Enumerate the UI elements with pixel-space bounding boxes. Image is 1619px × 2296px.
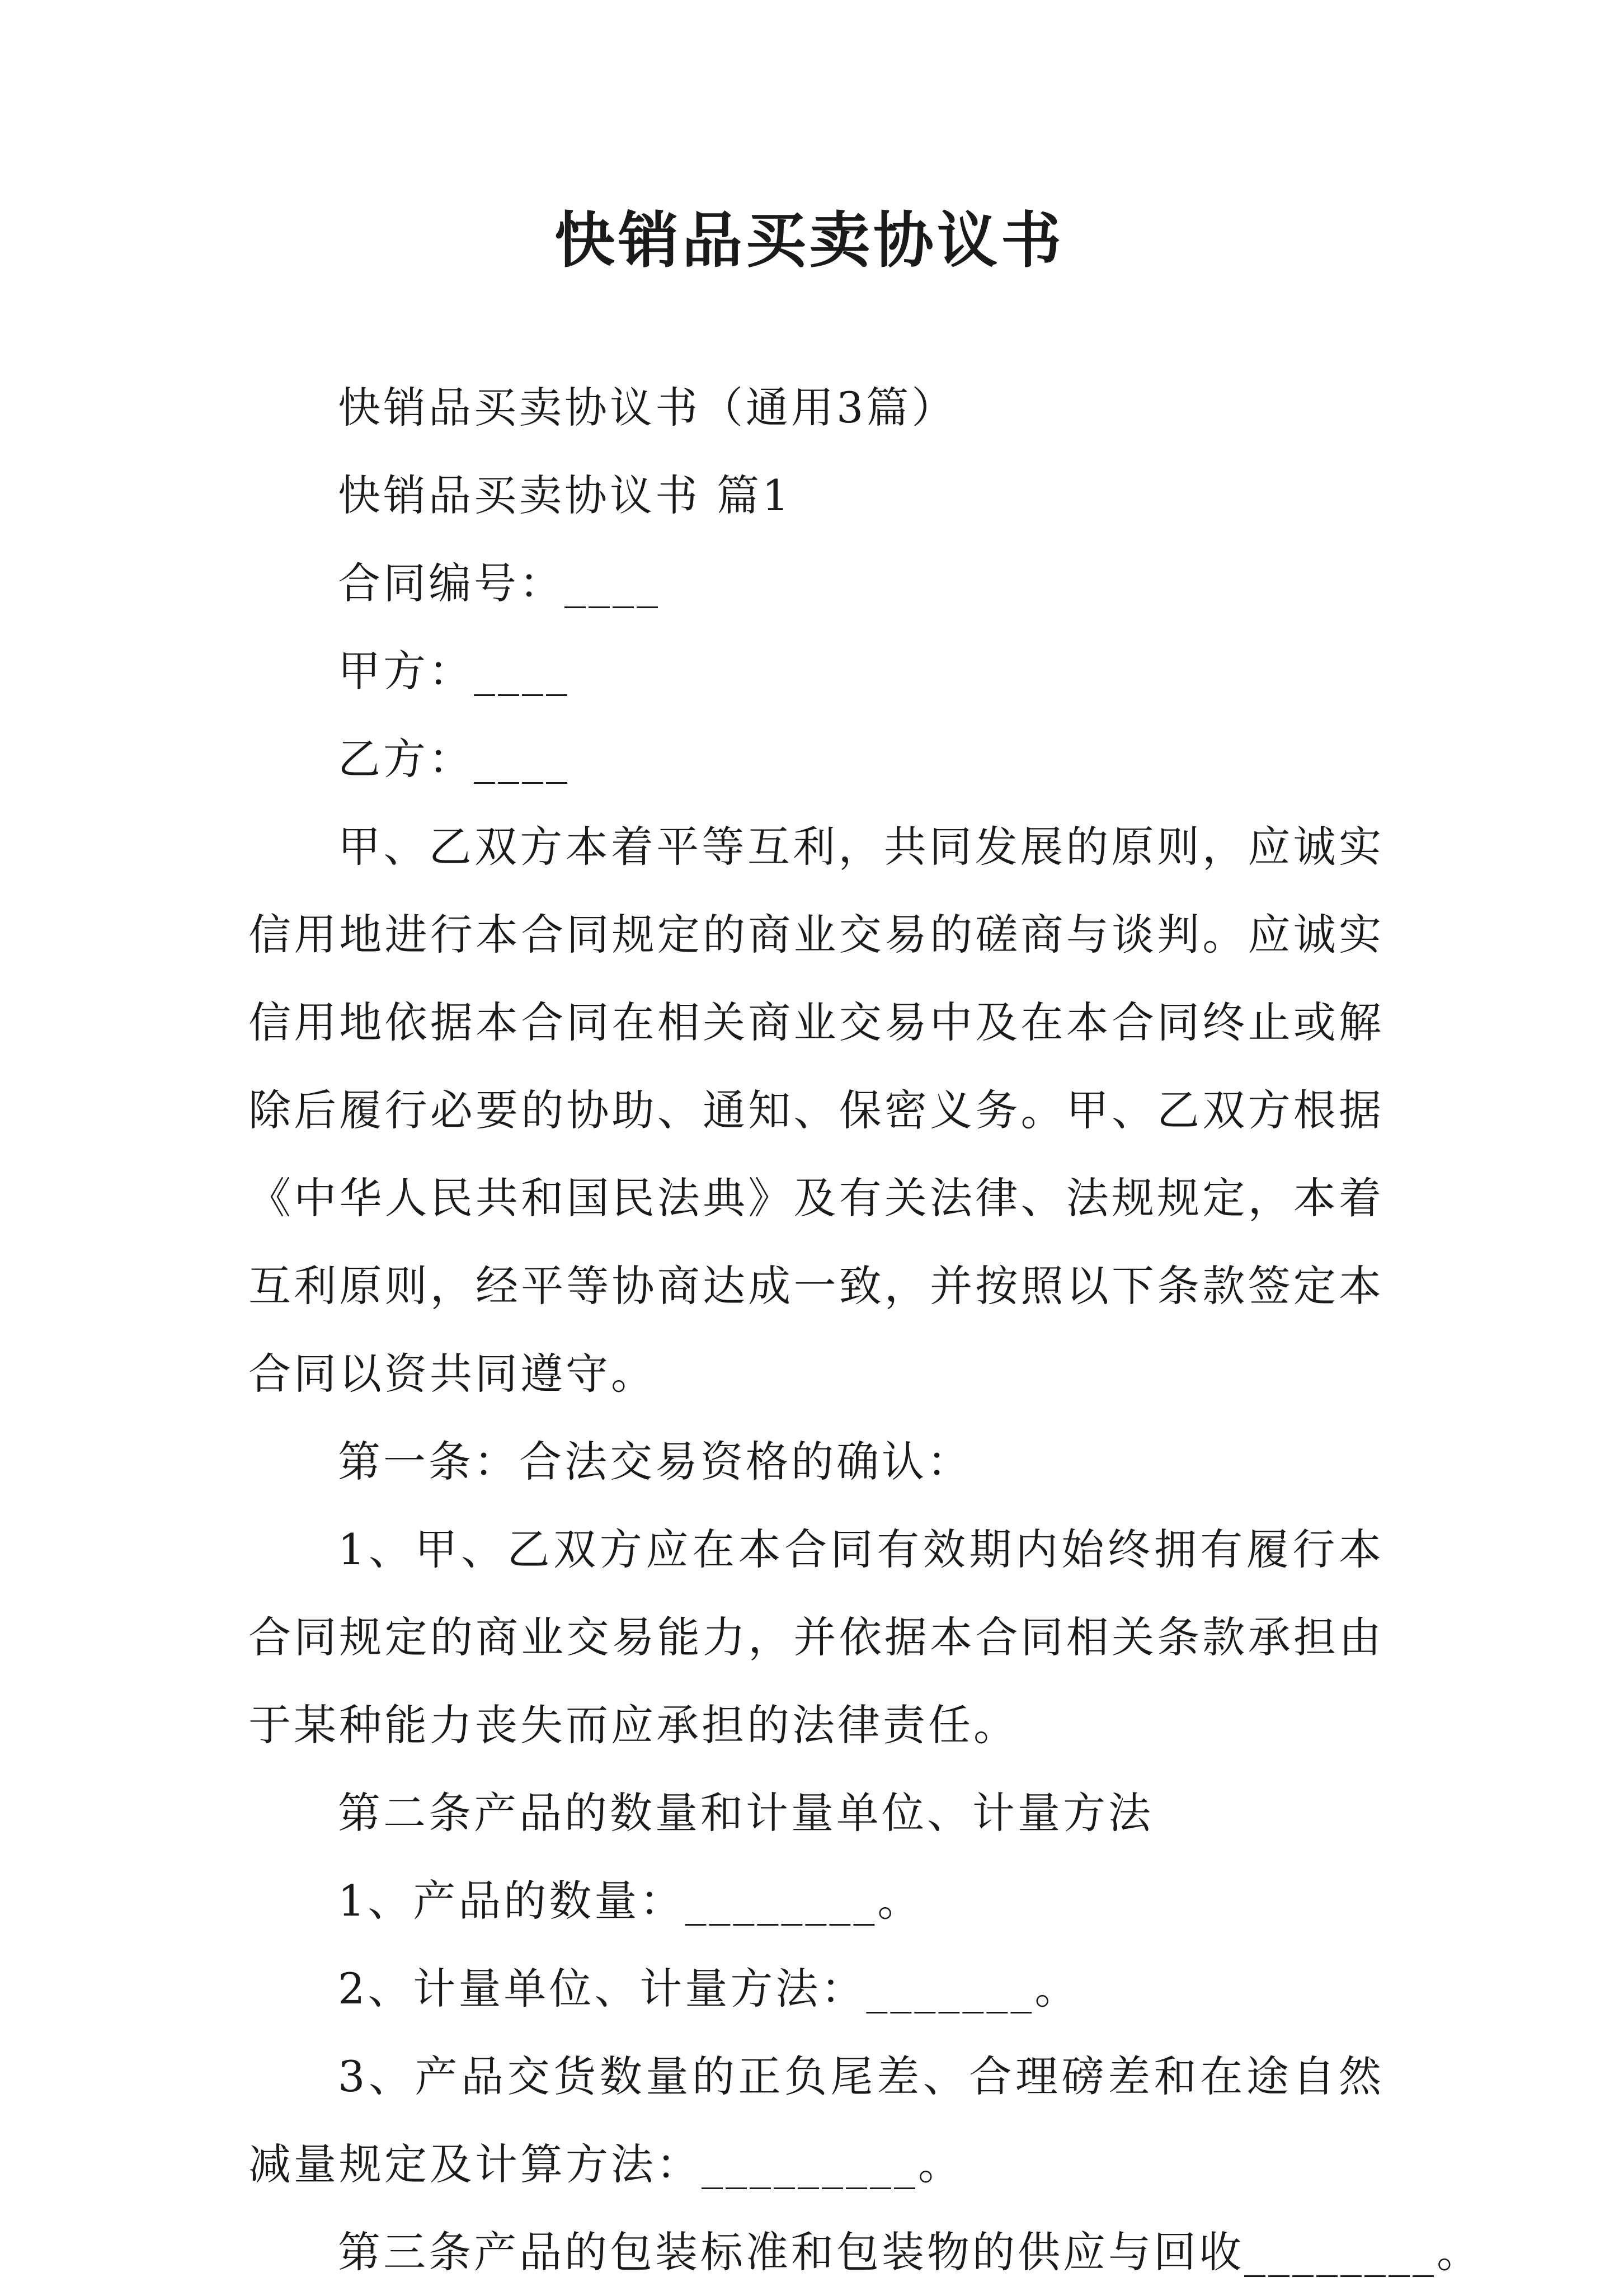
document-title: 快销品买卖协议书 <box>554 205 1065 276</box>
paragraph-party-a: 甲方：____ <box>338 646 570 696</box>
document-body <box>248 364 1482 2296</box>
paragraph-article-2-item-2: 2、计量单位、计量方法：_______。 <box>338 1964 1080 2013</box>
paragraph-article-2-item-3: 3、产品交货数量的正负尾差、合理磅差和在途自然减量规定及计算方法：_________。 <box>248 2052 1384 2189</box>
paragraph-article-2-heading: 第二条产品的数量和计量单位、计量方法 <box>338 1788 1154 1838</box>
paragraph-party-b: 乙方：____ <box>338 734 570 784</box>
paragraph-preamble: 甲、乙双方本着平等互利，共同发展的原则，应诚实信用地进行本合同规定的商业交易的磋商与谈判。应诚实信用地依据本合同在相关商业交易中及在本合同终止或解除后履行必要的协助、通知、保密义务。甲、乙双方根据《中华人民共和国民法典》及有关法律、法规规定，本着互利原则，经平等协商达成一致，并按照以下条款签定本合同以资共同遵守。 <box>248 822 1384 1399</box>
paragraph-section-heading: 快销品买卖协议书 篇1 <box>338 471 792 520</box>
paragraph-article-3-heading: 第三条产品的包装标准和包装物的供应与回收________。 <box>338 2227 1482 2277</box>
paragraph-article-1-heading: 第一条：合法交易资格的确认： <box>338 1437 972 1486</box>
paragraph-article-2-item-1: 1、产品的数量：________。 <box>338 1876 923 1926</box>
paragraph-subtitle: 快销品买卖协议书（通用3篇） <box>338 383 957 432</box>
paragraph-article-1-item-1: 1、甲、乙双方应在本合同有效期内始终拥有履行本合同规定的商业交易能力，并依据本合同相关条款承担由于某种能力丧失而应承担的法律责任。 <box>248 1525 1384 1750</box>
paragraph-contract-number: 合同编号：____ <box>338 558 661 608</box>
